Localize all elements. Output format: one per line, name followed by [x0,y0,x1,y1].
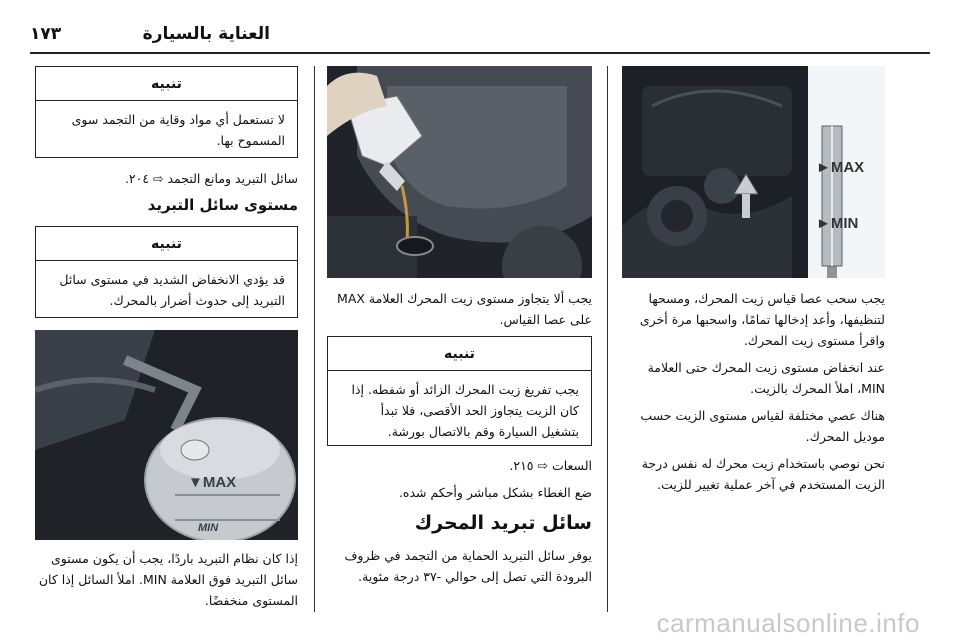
coolant-reservoir-illustration [35,330,298,540]
section-title-engine-coolant: سائل تبريد المحرك [414,512,592,534]
reservoir-max-label: ▼MAX [188,474,237,491]
column-divider-left [314,66,315,612]
page-number: ١٧٣ [30,24,62,44]
page-header-title: العناية بالسيارة [142,24,270,44]
watermark: carmanualsonline.info [656,608,920,638]
paragraph: هناك عصي مختلفة لقياس مستوى الزيت حسب موديل المحرك. [640,408,885,444]
header-rule [30,52,930,54]
paragraph: يجب سحب عصا قياس زيت المحرك، ومسحها لتنظيفها، وأعد إدخالها تمامًا، واسحبها مرة أخرى واقرأ مستوى زيت المحرك. [639,291,885,348]
reservoir-min-label: MIN [198,522,219,534]
notice-title: تنبيه [36,227,297,261]
cap-instruction: ضع الغطاء بشكل مباشر وأحكم شده. [398,485,592,500]
coolant-reference: سائل التبريد ومانع التجمد ⇨ ٢٠٤. [124,171,298,186]
capacities-reference: السعات ⇨ ٢١٥. [509,458,592,473]
notice-title: تنبيه [36,67,297,101]
coolant-protection-text: يوفر سائل التبريد الحماية من التجمد في ظروف البرودة التي تصل إلى حوالي -٣٧ درجة مئوية. [344,548,592,584]
notice-body: قد يؤدي الانخفاض الشديد في مستوى سائل التبريد إلى حدوث أضرار بالمحرك. [59,272,285,308]
oil-max-caption: يجب ألا يتجاوز مستوى زيت المحرك العلامة MAX على عصا القياس. [337,291,592,327]
oil-filling-illustration [327,66,592,278]
notice-box-oil [327,336,592,446]
notice-body: يجب تفريغ زيت المحرك الزائد أو شفطه. إذا كان الزيت يتجاوز الحد الأقصى، فلا تبدأ بتشغيل السيارة وقم بالاتصال بورشة. [351,382,579,439]
dipstick-instructions [622,288,885,501]
column-divider-right [607,66,608,612]
notice-box-antifreeze [35,66,298,158]
section-title-coolant-level: مستوى سائل التبريد [147,196,298,214]
notice-title: تنبيه [328,337,591,371]
notice-box-coolant-level [35,226,298,318]
paragraph: نحن نوصي باستخدام زيت محرك له نفس درجة الزيت المستخدم في آخر عملية تغيير للزيت. [641,456,885,492]
oil-filling-photo [327,66,592,278]
paragraph: عند انخفاض مستوى زيت المحرك حتى العلامة MIN، املأ المحرك بالزيت. [647,360,885,396]
coolant-level-instructions: إذا كان نظام التبريد باردًا، يجب أن يكون مستوى سائل التبريد فوق العلامة MIN. املأ السائل إذا كان المستوى منخفضًا. [38,551,298,608]
coolant-reservoir-photo [35,330,298,540]
notice-body: لا تستعمل أي مواد وقاية من التجمد سوى المسموح بها. [71,112,285,148]
dipstick-min-label: ►MIN [816,215,859,232]
dipstick-max-label: ►MAX [816,159,865,176]
